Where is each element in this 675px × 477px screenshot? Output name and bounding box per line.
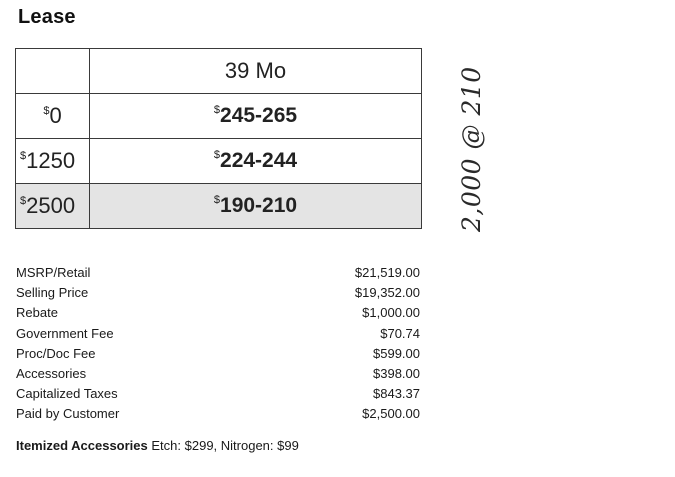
down-payment-value: 1250 bbox=[26, 148, 76, 173]
down-payment-value: 0 bbox=[49, 103, 62, 128]
detail-row bbox=[16, 283, 420, 303]
monthly-payment-cell bbox=[90, 184, 422, 229]
detail-value: $21,519.00 bbox=[354, 265, 420, 280]
detail-row bbox=[16, 324, 420, 344]
detail-label: Selling Price bbox=[16, 285, 89, 301]
monthly-payment-cell bbox=[90, 94, 422, 139]
table-row bbox=[16, 139, 422, 184]
detail-label: Accessories bbox=[16, 365, 87, 381]
detail-value: $2,500.00 bbox=[362, 406, 420, 422]
itemized-accessories bbox=[16, 438, 299, 453]
down-payment-cell bbox=[16, 94, 90, 139]
detail-row bbox=[16, 364, 420, 384]
detail-value: $843.37 bbox=[373, 386, 420, 402]
currency-symbol: $ bbox=[213, 149, 221, 161]
page-title: Lease bbox=[18, 6, 76, 28]
currency-symbol: $ bbox=[43, 105, 50, 117]
detail-value: $70.74 bbox=[380, 325, 420, 341]
term-header: 39 Mo bbox=[90, 49, 422, 94]
detail-label: Government Fee bbox=[16, 325, 114, 341]
lease-table bbox=[15, 48, 422, 229]
itemized-accessories-label: Itemized Accessories bbox=[16, 438, 148, 453]
detail-label: Paid by Customer bbox=[16, 406, 120, 422]
handwritten-note-text: 2,000 @ 210 bbox=[457, 66, 486, 232]
table-row-highlighted bbox=[16, 184, 422, 229]
detail-value: $599.00 bbox=[373, 345, 420, 361]
currency-symbol: $ bbox=[20, 195, 27, 207]
monthly-payment-value: 224-244 bbox=[220, 149, 298, 172]
monthly-payment-cell bbox=[90, 139, 422, 184]
table-header-row bbox=[16, 49, 422, 94]
handwritten-note bbox=[457, 64, 492, 240]
monthly-payment-value: 245-265 bbox=[220, 104, 298, 127]
detail-value: $19,352.00 bbox=[354, 285, 420, 301]
detail-label: Capitalized Taxes bbox=[16, 386, 118, 402]
detail-label: Rebate bbox=[16, 305, 58, 321]
detail-label: MSRP/Retail bbox=[16, 265, 91, 280]
lease-details bbox=[16, 263, 420, 425]
down-payment-value: 2500 bbox=[26, 193, 76, 218]
detail-value: $1,000.00 bbox=[362, 305, 420, 321]
down-payment-cell bbox=[16, 184, 90, 229]
detail-row bbox=[16, 344, 420, 364]
detail-row bbox=[16, 303, 420, 323]
empty-header-cell bbox=[16, 49, 90, 94]
detail-row bbox=[16, 404, 420, 424]
table-row bbox=[16, 94, 422, 139]
monthly-payment-value: 190-210 bbox=[220, 194, 298, 217]
detail-value: $398.00 bbox=[373, 365, 420, 381]
currency-symbol: $ bbox=[213, 104, 221, 116]
down-payment-cell bbox=[16, 139, 90, 184]
currency-symbol: $ bbox=[20, 150, 27, 162]
detail-label: Proc/Doc Fee bbox=[16, 345, 96, 361]
detail-row bbox=[16, 263, 420, 283]
detail-row bbox=[16, 384, 420, 404]
currency-symbol: $ bbox=[213, 194, 221, 206]
handwritten-note-svg bbox=[457, 64, 492, 240]
itemized-accessories-text: Etch: $299, Nitrogen: $99 bbox=[151, 438, 299, 453]
